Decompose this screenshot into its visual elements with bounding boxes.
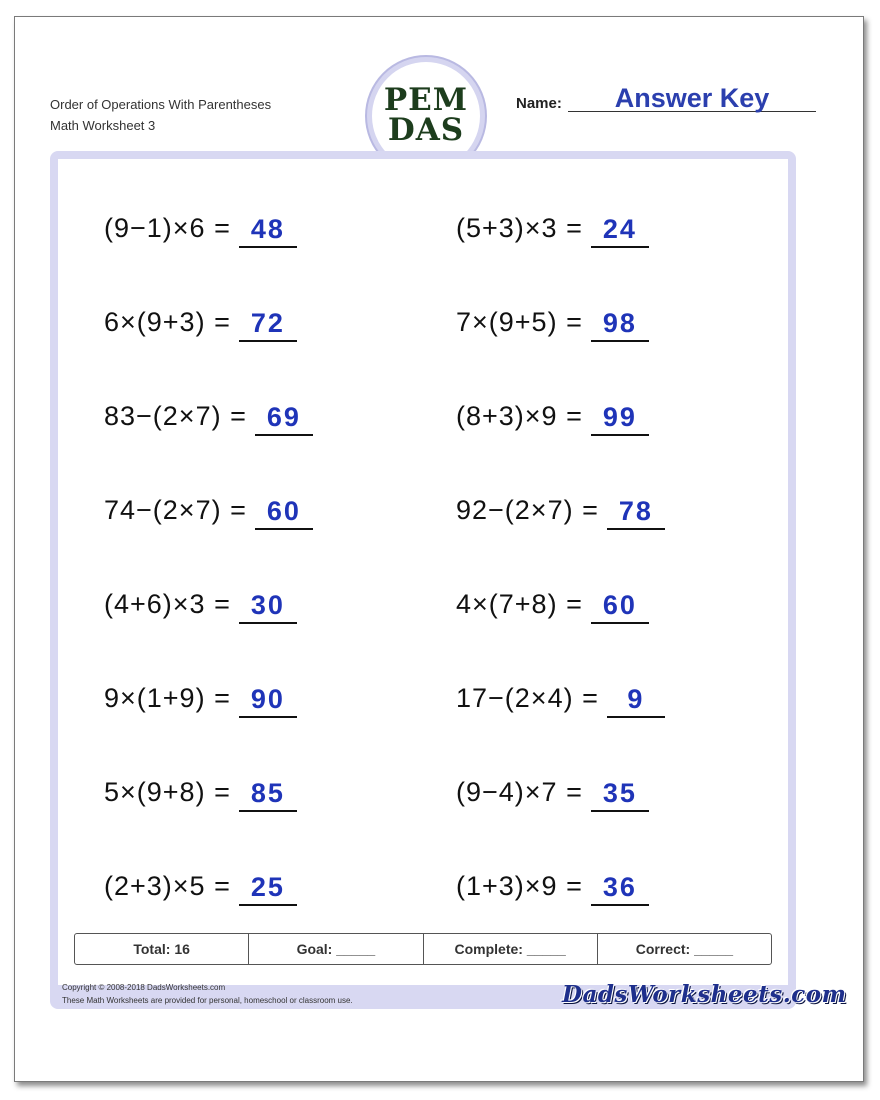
score-bar <box>74 933 772 965</box>
problem-item <box>104 208 297 248</box>
problem-item <box>456 208 649 248</box>
worksheet-title: Order of Operations With Parentheses <box>50 97 272 112</box>
problem-item <box>104 490 313 530</box>
problem-expression: 92−(2×7) = <box>456 495 599 525</box>
answer-field[interactable]: 60 <box>591 590 649 624</box>
answer-field[interactable]: 78 <box>607 496 665 530</box>
correct-cell[interactable]: Correct: _____ <box>635 941 734 957</box>
answer-field[interactable]: 35 <box>591 778 649 812</box>
answer-field[interactable]: 69 <box>255 402 313 436</box>
problem-item <box>104 866 297 906</box>
problem-expression: (9−1)×6 = <box>104 213 231 243</box>
problem-item <box>104 302 297 342</box>
problem-item <box>104 584 297 624</box>
answer-field[interactable]: 36 <box>591 872 649 906</box>
problem-expression: (4+6)×3 = <box>104 589 231 619</box>
problem-item <box>104 772 297 812</box>
name-label: Name: <box>516 95 562 112</box>
problem-area <box>58 159 788 985</box>
problem-expression: 4×(7+8) = <box>456 589 583 619</box>
usage-notice: These Math Worksheets are provided for personal, homeschool or classroom use. <box>62 996 353 1005</box>
problem-item <box>456 584 649 624</box>
copyright-text: Copyright © 2008-2018 DadsWorksheets.com <box>62 983 226 992</box>
logo-text-top: PEM <box>383 82 469 118</box>
answer-field[interactable]: 25 <box>239 872 297 906</box>
problem-expression: 9×(1+9) = <box>104 683 231 713</box>
problem-expression: 17−(2×4) = <box>456 683 599 713</box>
answer-field[interactable]: 85 <box>239 778 297 812</box>
complete-cell[interactable]: Complete: _____ <box>424 934 598 964</box>
answer-field[interactable]: 30 <box>239 590 297 624</box>
problem-expression: 83−(2×7) = <box>104 401 247 431</box>
worksheet-subtitle: Math Worksheet 3 <box>50 118 156 133</box>
problem-item <box>456 396 649 436</box>
name-field[interactable]: Answer Key <box>568 87 816 112</box>
problem-expression: (5+3)×3 = <box>456 213 583 243</box>
answer-field[interactable]: 98 <box>591 308 649 342</box>
answer-field[interactable]: 48 <box>239 214 297 248</box>
problem-item <box>456 302 649 342</box>
problem-item <box>456 866 649 906</box>
brand-logo: DadsWorksheets.com <box>562 981 847 1008</box>
problem-expression: (9−4)×7 = <box>456 777 583 807</box>
problem-expression: 74−(2×7) = <box>104 495 247 525</box>
total-cell: Total: 16 <box>75 934 249 964</box>
answer-field[interactable]: 99 <box>591 402 649 436</box>
goal-cell[interactable]: Goal: _____ <box>249 934 423 964</box>
problem-expression: 6×(9+3) = <box>104 307 231 337</box>
answer-field[interactable]: 9 <box>607 684 665 718</box>
logo-text-bottom: DAS <box>387 112 465 148</box>
problem-item <box>104 396 313 436</box>
problem-expression: (1+3)×9 = <box>456 871 583 901</box>
problem-item <box>456 678 665 718</box>
answer-field[interactable]: 24 <box>591 214 649 248</box>
problem-expression: (2+3)×5 = <box>104 871 231 901</box>
problem-item <box>456 772 649 812</box>
problem-expression: 7×(9+5) = <box>456 307 583 337</box>
answer-field[interactable]: 60 <box>255 496 313 530</box>
problem-item <box>456 490 665 530</box>
problem-item <box>104 678 297 718</box>
problem-expression: 5×(9+8) = <box>104 777 231 807</box>
answer-field[interactable]: 90 <box>239 684 297 718</box>
answer-field[interactable]: 72 <box>239 308 297 342</box>
problem-expression: (8+3)×9 = <box>456 401 583 431</box>
